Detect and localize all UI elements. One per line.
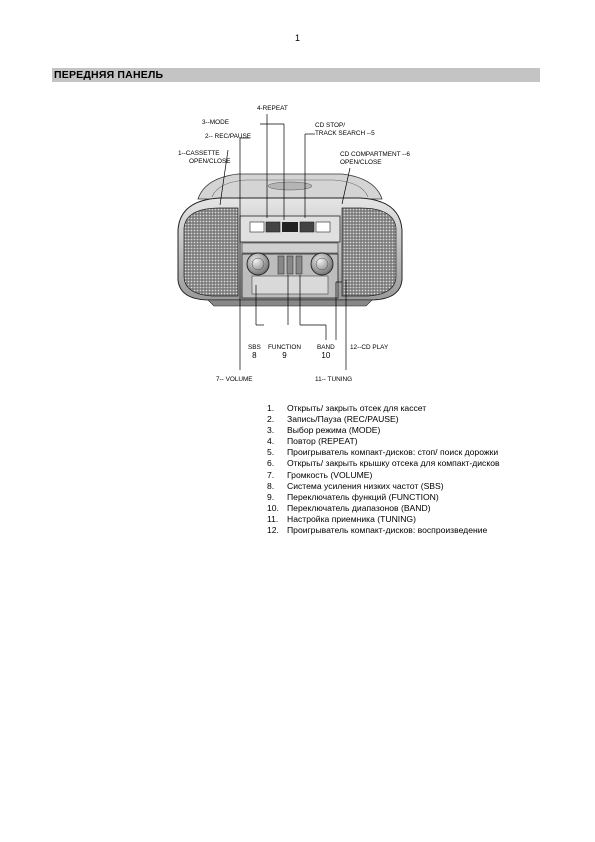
legend-item-number: 1. (267, 403, 275, 413)
callout-sbs-label: SBS (248, 344, 261, 351)
callout-cd-compartment-sub: OPEN/CLOSE (340, 159, 382, 166)
legend-item (267, 436, 500, 447)
legend-item-number: 4. (267, 436, 275, 447)
legend-item-text: Проигрыватель компакт-дисков: воспроизведение (287, 525, 488, 536)
legend-item-text: Система усиления низких частот (SBS) (287, 480, 444, 491)
legend-item-number: 2. (267, 414, 275, 425)
legend-item-text: Переключатель диапазонов (BAND) (287, 502, 431, 513)
legend-item-text: Повтор (REPEAT) (287, 436, 358, 447)
callout-tuning-label: 11-- TUNING (315, 376, 353, 383)
legend-item (267, 525, 500, 536)
callout-function-num: 9 (282, 351, 287, 360)
callout-cd-stop-label: CD STOP/ (315, 122, 346, 129)
callout-cd-stop (315, 122, 375, 138)
legend-item-number: 9. (267, 491, 275, 502)
callout-volume-label: 7-- VOLUME (216, 376, 253, 383)
top-lid (198, 174, 382, 199)
callout-function (268, 344, 301, 360)
callout-cd-compartment-label: CD COMPARTMENT --6 (340, 151, 410, 158)
callout-band-num: 10 (321, 351, 331, 360)
legend-item-text: Открыть/ закрыть отсек для кассет (287, 403, 427, 413)
legend-item-text: Проигрыватель компакт-дисков: стоп/ поиск дорожки (287, 447, 499, 458)
boombox-front-panel-figure (160, 100, 420, 395)
section-title: ПЕРЕДНЯЯ ПАНЕЛЬ (54, 69, 164, 81)
callout-cd-compartment (340, 151, 410, 167)
callout-mode (202, 119, 229, 127)
legend-item-text: Громкость (VOLUME) (287, 469, 373, 480)
callout-band (317, 344, 335, 360)
legend-item-number: 5. (267, 447, 275, 458)
legend-item (267, 492, 500, 503)
legend-item-text: Открыть/ закрыть крышку отсека для компакт-дисков (287, 458, 500, 469)
callout-cd-play-label: 12--CD PLAY (350, 344, 389, 351)
legend-item (267, 447, 500, 458)
slide-switches (278, 256, 302, 274)
control-panel (240, 216, 340, 253)
legend-item-number: 11. (267, 513, 279, 524)
callout-repeat (257, 105, 288, 113)
legend-item-number: 10. (267, 502, 279, 513)
legend-item (267, 403, 500, 414)
callout-band-label: BAND (317, 344, 335, 351)
legend-item (267, 414, 500, 425)
legend-item-number: 3. (267, 425, 275, 436)
legend-item-number: 6. (267, 458, 275, 469)
callout-repeat-label: 4-REPEAT (257, 105, 288, 112)
volume-knob (247, 253, 269, 275)
callout-mode-label: 3--MODE (202, 119, 229, 126)
legend-item (267, 481, 500, 492)
page-number: 1 (294, 33, 300, 43)
legend-item (267, 503, 500, 514)
callout-sbs-num: 8 (252, 351, 257, 360)
right-speaker-grill (342, 208, 396, 296)
legend-item-number: 8. (267, 480, 275, 491)
callout-rec-pause-label: 2-- REC/PAUSE (205, 133, 252, 140)
callout-function-label: FUNCTION (268, 344, 302, 351)
callout-volume (216, 376, 253, 384)
legend-list (267, 403, 500, 536)
legend-item-text: Переключатель функций (FUNCTION) (287, 491, 439, 502)
callout-sbs (248, 344, 261, 360)
legend-item-number: 7. (267, 469, 275, 480)
tuning-knob (311, 253, 333, 275)
callout-cassette-label: 1--CASSETTE (178, 150, 220, 157)
legend-item (267, 458, 500, 469)
legend-item (267, 514, 500, 525)
base (208, 300, 372, 306)
callout-cd-play (350, 344, 388, 352)
legend-item-text: Запись/Пауза (REC/PAUSE) (287, 414, 399, 425)
callout-tuning (315, 376, 352, 384)
section-header-bar (52, 68, 540, 82)
callout-cassette (178, 150, 231, 166)
legend-item (267, 425, 500, 436)
legend-item (267, 470, 500, 481)
legend-item-text: Выбор режима (MODE) (287, 425, 381, 436)
left-speaker-grill (184, 208, 238, 296)
legend-item-text: Настройка приемника (TUNING) (287, 513, 416, 524)
callout-rec-pause (205, 133, 251, 141)
legend-item-number: 12. (267, 525, 279, 536)
callout-cassette-sub: OPEN/CLOSE (189, 158, 231, 165)
callout-cd-stop-sub: TRACK SEARCH --5 (315, 130, 375, 137)
